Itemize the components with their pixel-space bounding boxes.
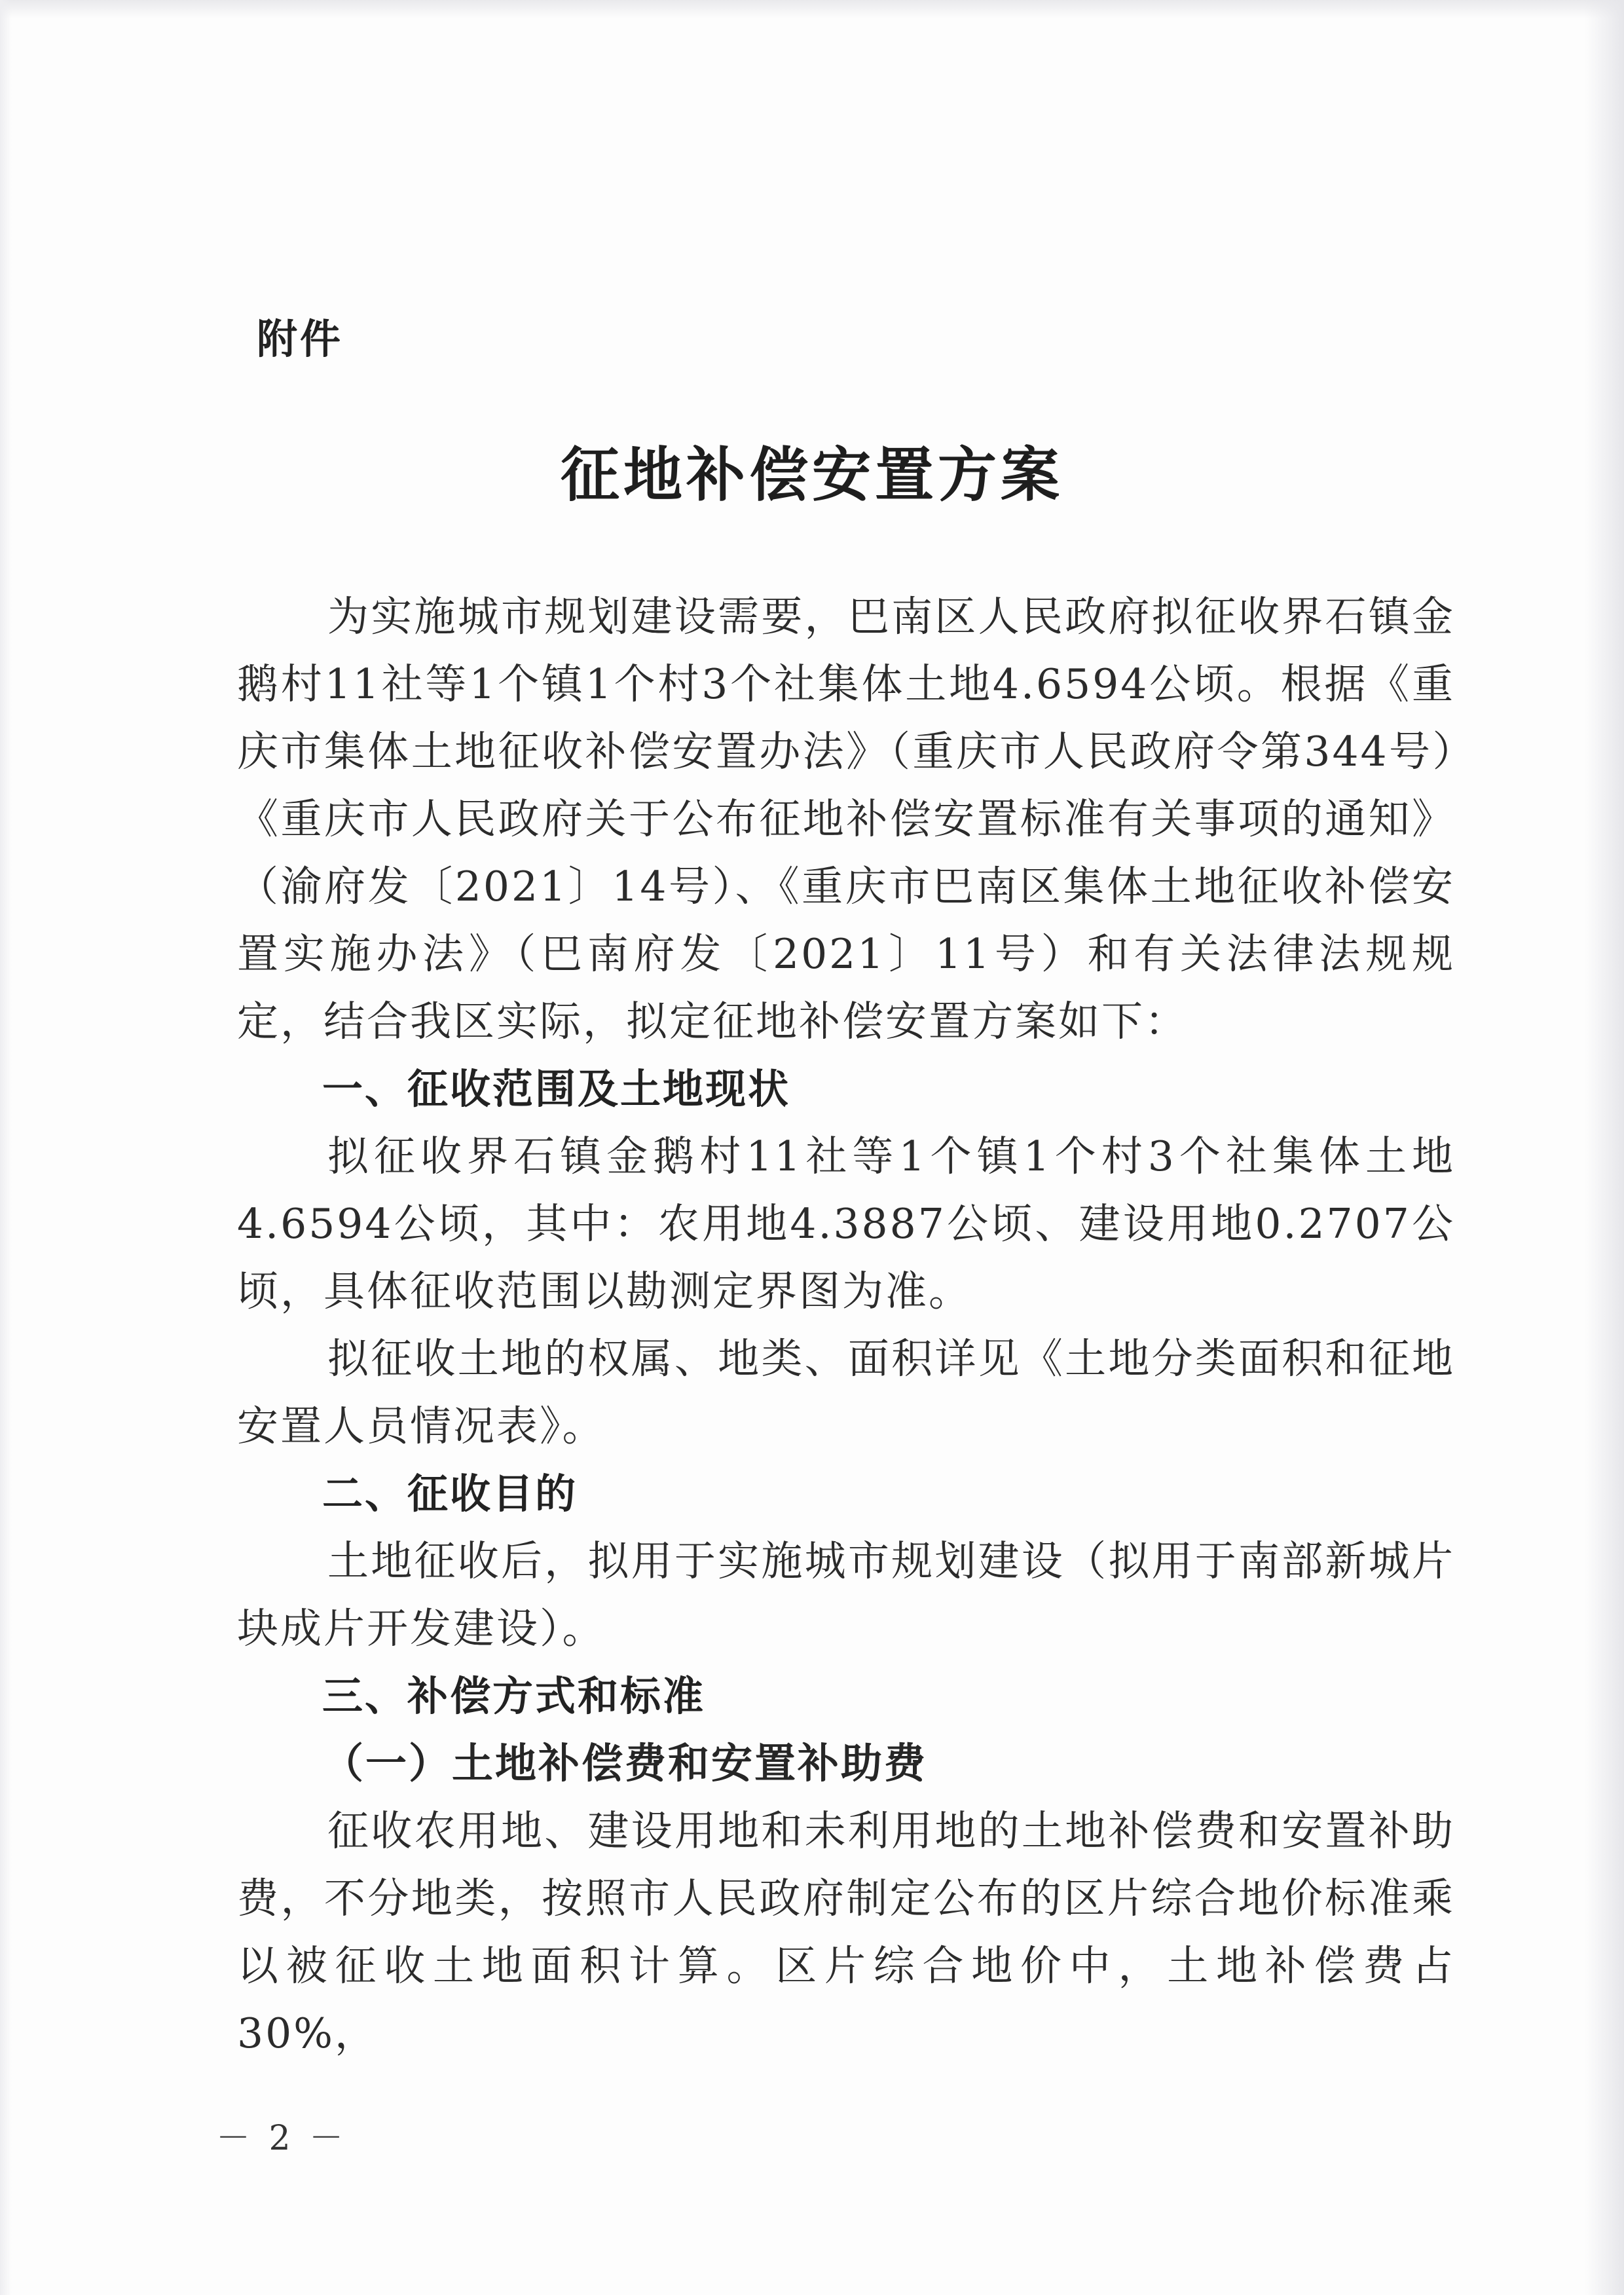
section-3-paragraph-1: 征收农用地、建设用地和未利用地的土地补偿费和安置补助费，不分地类，按照市人民政府制定公布的区片综合地价标准乘以被征收土地面积计算。区片综合地价中，土地补偿费占30%， [237, 1807, 1455, 2057]
intro-paragraph: 为实施城市规划建设需要，巴南区人民政府拟征收界石镇金鹅村11社等1个镇1个村3个社集体土地4.6594公顷。根据《重庆市集体土地征收补偿安置办法》（重庆市人民政府令第344号）《重庆市人民政府关于公布征地补偿安置标准有关事项的通知》（渝府发〔2021〕14号）、《重庆市巴南区集体土地征收补偿安置实施办法》（巴南府发〔2021〕11号）和有关法律法规规定，结合我区实际，拟定征地补偿安置方案如下： [237, 593, 1455, 1045]
section-1-paragraph-1: 拟征收界石镇金鹅村11社等1个镇1个村3个社集体土地4.6594公顷，其中：农用地4.3887公顷、建设用地0.2707公顷，具体征收范围以勘测定界图为准。 [237, 1132, 1455, 1315]
page-number: － 2 － [216, 2119, 348, 2158]
scan-edge-right [1585, 0, 1624, 2295]
section-3-subheading-1: （一）土地补偿费和安置补助费 [322, 1739, 927, 1787]
section-1-paragraph-2: 拟征收土地的权属、地类、面积详见《土地分类面积和征地安置人员情况表》。 [237, 1335, 1455, 1450]
attachment-label: 附件 [257, 315, 344, 363]
document-body [237, 583, 1455, 2067]
section-3-heading: 三、补偿方式和标准 [322, 1672, 706, 1720]
section-2-heading: 二、征收目的 [322, 1470, 578, 1518]
section-1-heading: 一、征收范围及土地现状 [322, 1065, 791, 1113]
scan-edge-left [0, 0, 12, 2295]
document-title: 征地补偿安置方案 [561, 440, 1063, 510]
scan-edge-top [0, 0, 1624, 18]
section-2-paragraph-1: 土地征收后，拟用于实施城市规划建设（拟用于南部新城片块成片开发建设）。 [237, 1537, 1455, 1652]
